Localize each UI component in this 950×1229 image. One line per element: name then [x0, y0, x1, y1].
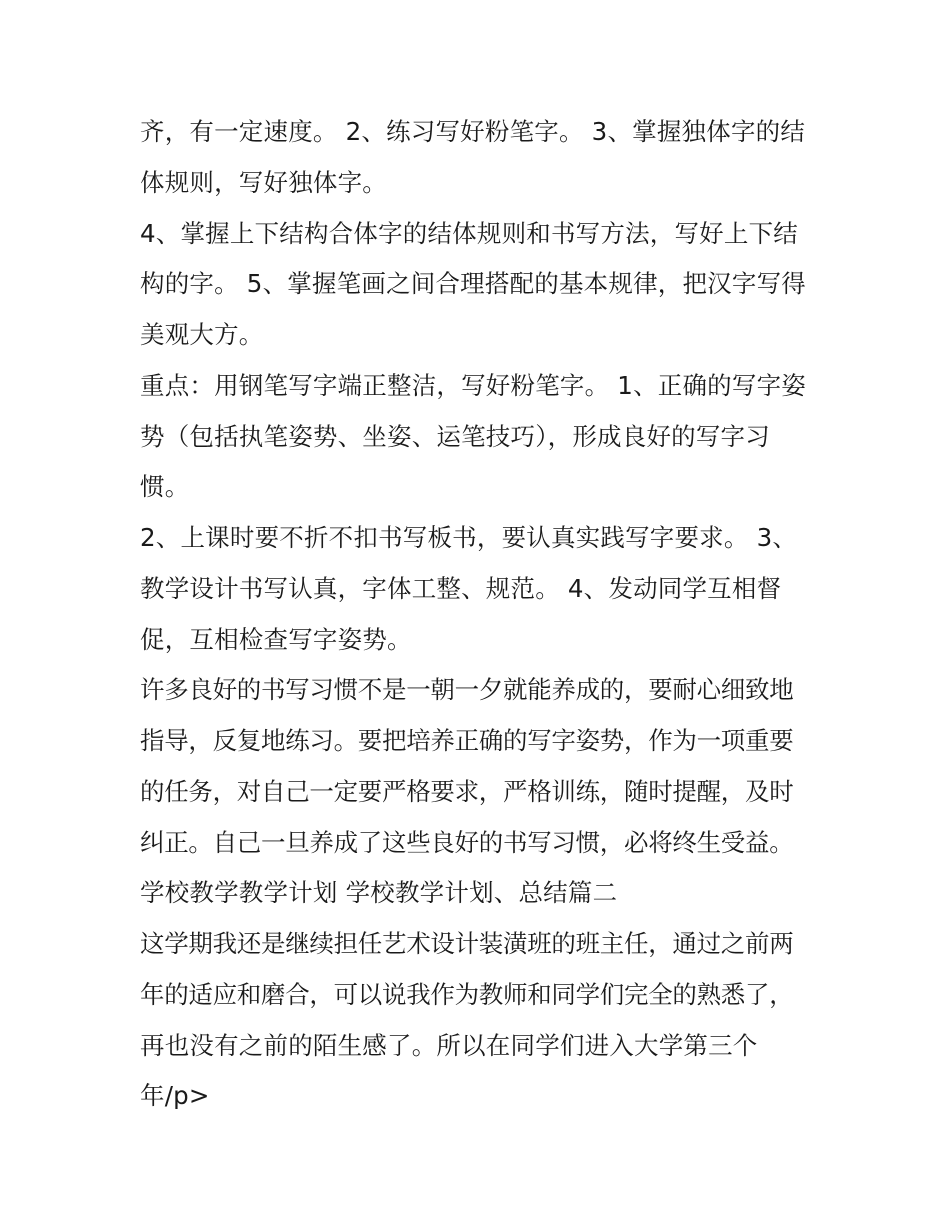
text-line: 体规则，写好独体字。 — [140, 167, 387, 197]
text-line: 这学期我还是继续担任艺术设计装潢班的班主任，通过之前两 — [140, 929, 794, 958]
text-line: 教学设计书写认真，字体工整、规范。 4、发动同学互相督 — [140, 573, 782, 603]
text-line: 年的适应和磨合，可以说我作为教师和同学们完全的熟悉了， — [140, 979, 794, 1009]
text-line: 年/p> — [140, 1081, 210, 1111]
text-line: 齐，有一定速度。 2、练习写好粉笔字。 3、掌握独体字的结 — [140, 117, 806, 146]
text-line: 4、掌握上下结构合体字的结体规则和书写方法，写好上下结 — [140, 218, 798, 248]
section-heading: 学校教学教学计划 学校教学计划、总结篇二 — [140, 878, 618, 908]
text-line: 2、上课时要不折不扣书写板书，要认真实践写字要求。 3、 — [140, 523, 798, 552]
text-line: 再也没有之前的陌生感了。所以在同学们进入大学第三个 — [140, 1030, 758, 1060]
text-line: 惯。 — [140, 472, 190, 502]
text-line: 促，互相检查写字姿势。 — [140, 624, 412, 654]
text-line: 美观大方。 — [140, 320, 264, 349]
text-line: 纠正。自己一旦养成了这些良好的书写习惯，必将终生受益。 — [140, 827, 794, 857]
text-line: 重点：用钢笔写字端正整洁，写好粉笔字。 1、正确的写字姿 — [140, 370, 806, 400]
text-line: 指导，反复地练习。要把培养正确的写字姿势，作为一项重要 — [140, 726, 794, 755]
document-body — [140, 107, 820, 1122]
text-line: 的任务，对自己一定要严格要求，严格训练，随时提醒，及时 — [140, 776, 794, 806]
text-line: 许多良好的书写习惯不是一朝一夕就能养成的，要耐心细致地 — [140, 675, 794, 705]
text-line: 构的字。 5、掌握笔画之间合理搭配的基本规律，把汉字写得 — [140, 269, 806, 299]
text-line: 势（包括执笔姿势、坐姿、运笔技巧），形成良好的写字习 — [140, 421, 770, 451]
